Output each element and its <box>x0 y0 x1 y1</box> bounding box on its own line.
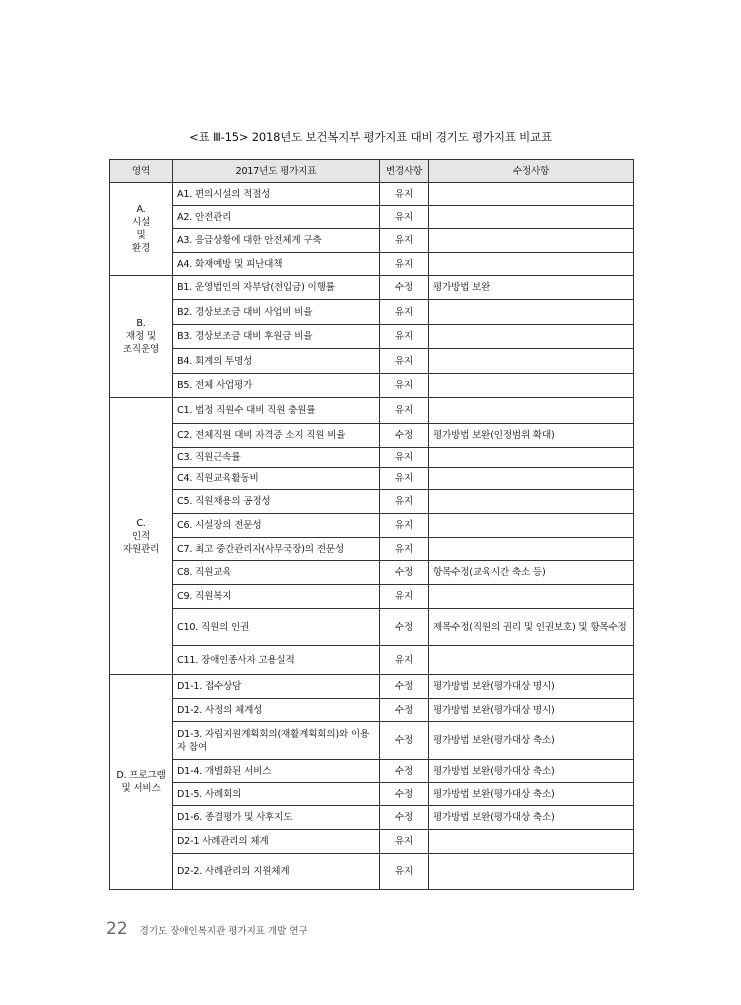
indicator-cell: C4. 직원교육활동비 <box>173 468 380 490</box>
indicator-cell: D1-2. 사정의 체계성 <box>173 699 380 722</box>
table-row <box>110 585 634 609</box>
header-indicator: 2017년도 평가지표 <box>173 160 380 183</box>
table-row <box>110 760 634 783</box>
change-cell: 유지 <box>380 585 429 609</box>
area-cell-a: A. 시설 및 환경 <box>110 183 173 276</box>
revision-cell <box>429 183 634 206</box>
indicator-cell: A1. 편의시설의 적절성 <box>173 183 380 206</box>
indicator-cell: C5. 직원채용의 공정성 <box>173 490 380 514</box>
header-change: 변경사항 <box>380 160 429 183</box>
indicator-cell: A3. 응급상황에 대한 안전체계 구축 <box>173 229 380 253</box>
table-row <box>110 398 634 424</box>
table-row <box>110 490 634 514</box>
table-row <box>110 609 634 646</box>
indicator-cell: C2. 전체직원 대비 자격증 소지 직원 비율 <box>173 424 380 448</box>
change-cell: 수정 <box>380 561 429 585</box>
change-cell: 유지 <box>380 349 429 374</box>
table-row <box>110 646 634 675</box>
indicator-cell: B5. 전체 사업평가 <box>173 374 380 398</box>
indicator-cell: D1-5. 사례회의 <box>173 783 380 806</box>
table-row <box>110 229 634 253</box>
change-cell: 유지 <box>380 830 429 854</box>
indicator-cell: D2-2. 사례관리의 지원체계 <box>173 854 380 890</box>
indicator-cell: C6. 시설장의 전문성 <box>173 514 380 538</box>
revision-cell: 항목수정(교육시간 축소 등) <box>429 561 634 585</box>
table-row <box>110 806 634 830</box>
revision-cell <box>429 490 634 514</box>
indicator-cell: D1-6. 종결평가 및 사후지도 <box>173 806 380 830</box>
page-footer <box>106 919 308 939</box>
indicator-cell: B3. 경상보조금 대비 후원금 비율 <box>173 325 380 349</box>
table-row <box>110 561 634 585</box>
revision-cell <box>429 538 634 561</box>
table-row <box>110 253 634 276</box>
indicator-cell: D1-3. 자립지원계획회의(재활계획회의)와 이용자 참여 <box>173 722 380 760</box>
revision-cell <box>429 585 634 609</box>
change-cell: 수정 <box>380 609 429 646</box>
indicator-cell: B2. 경상보조금 대비 사업비 비율 <box>173 300 380 325</box>
table-row <box>110 276 634 300</box>
header-revision: 수정사항 <box>429 160 634 183</box>
change-cell: 유지 <box>380 398 429 424</box>
revision-cell <box>429 398 634 424</box>
change-cell: 유지 <box>380 514 429 538</box>
change-cell: 수정 <box>380 760 429 783</box>
indicator-cell: C7. 최고 중간관리자(사무국장)의 전문성 <box>173 538 380 561</box>
comparison-table <box>109 159 634 890</box>
change-cell: 유지 <box>380 325 429 349</box>
change-cell: 수정 <box>380 424 429 448</box>
table-row <box>110 325 634 349</box>
table-row <box>110 514 634 538</box>
area-cell-b: B. 재정 및 조직운영 <box>110 276 173 398</box>
revision-cell <box>429 349 634 374</box>
page-number: 22 <box>106 919 128 939</box>
indicator-cell: B1. 운영법인의 자부담(전입금) 이행률 <box>173 276 380 300</box>
revision-cell <box>429 206 634 229</box>
revision-cell: 평가방법 보완(평가대상 명시) <box>429 675 634 699</box>
indicator-cell: A2. 안전관리 <box>173 206 380 229</box>
revision-cell <box>429 830 634 854</box>
indicator-cell: D1-4. 개별화된 서비스 <box>173 760 380 783</box>
table-row <box>110 300 634 325</box>
table-row <box>110 374 634 398</box>
table-row <box>110 722 634 760</box>
revision-cell: 평가방법 보완 <box>429 276 634 300</box>
revision-cell <box>429 646 634 675</box>
indicator-cell: D1-1. 접수상담 <box>173 675 380 699</box>
table-row <box>110 448 634 468</box>
change-cell: 유지 <box>380 448 429 468</box>
change-cell: 유지 <box>380 538 429 561</box>
revision-cell: 평가방법 보완(평가대상 축소) <box>429 722 634 760</box>
table-caption: <표 Ⅲ-15> 2018년도 보건복지부 평가지표 대비 경기도 평가지표 비교표 <box>189 130 552 144</box>
change-cell: 유지 <box>380 206 429 229</box>
area-cell-c: C. 인적 자원관리 <box>110 398 173 675</box>
table-row <box>110 349 634 374</box>
revision-cell: 평가방법 보완(평가대상 축소) <box>429 760 634 783</box>
indicator-cell: C10. 직원의 인권 <box>173 609 380 646</box>
table-row <box>110 830 634 854</box>
revision-cell <box>429 468 634 490</box>
revision-cell: 평가방법 보완(평가대상 명시) <box>429 699 634 722</box>
change-cell: 유지 <box>380 229 429 253</box>
revision-cell <box>429 854 634 890</box>
change-cell: 유지 <box>380 854 429 890</box>
table-row <box>110 538 634 561</box>
indicator-cell: A4. 화재예방 및 피난대책 <box>173 253 380 276</box>
footer-title: 경기도 장애인복지관 평가지표 개발 연구 <box>139 926 308 937</box>
table-row <box>110 468 634 490</box>
change-cell: 유지 <box>380 253 429 276</box>
table-row <box>110 183 634 206</box>
change-cell: 유지 <box>380 468 429 490</box>
indicator-cell: C8. 직원교육 <box>173 561 380 585</box>
indicator-cell: C9. 직원복지 <box>173 585 380 609</box>
header-area: 영역 <box>110 160 173 183</box>
revision-cell: 평가방법 보완(평가대상 축소) <box>429 806 634 830</box>
change-cell: 수정 <box>380 806 429 830</box>
revision-cell <box>429 374 634 398</box>
indicator-cell: B4. 회계의 투명성 <box>173 349 380 374</box>
change-cell: 수정 <box>380 783 429 806</box>
change-cell: 유지 <box>380 300 429 325</box>
change-cell: 유지 <box>380 490 429 514</box>
change-cell: 수정 <box>380 722 429 760</box>
revision-cell <box>429 514 634 538</box>
revision-cell <box>429 300 634 325</box>
table-row <box>110 675 634 699</box>
indicator-cell: C1. 법정 직원수 대비 직원 충원률 <box>173 398 380 424</box>
table-row <box>110 424 634 448</box>
change-cell: 유지 <box>380 374 429 398</box>
revision-cell: 평가방법 보완(인정범위 확대) <box>429 424 634 448</box>
revision-cell: 제목수정(직원의 권리 및 인권보호) 및 항목수정 <box>429 609 634 646</box>
change-cell: 유지 <box>380 646 429 675</box>
revision-cell: 평가방법 보완(평가대상 축소) <box>429 783 634 806</box>
indicator-cell: D2-1 사례관리의 체계 <box>173 830 380 854</box>
indicator-cell: C11. 장애인종사자 고용실적 <box>173 646 380 675</box>
revision-cell <box>429 253 634 276</box>
revision-cell <box>429 448 634 468</box>
change-cell: 수정 <box>380 675 429 699</box>
indicator-cell: C3. 직원근속률 <box>173 448 380 468</box>
table-row <box>110 206 634 229</box>
table-row <box>110 854 634 890</box>
change-cell: 수정 <box>380 699 429 722</box>
table-row <box>110 699 634 722</box>
area-cell-d: D. 프로그램 및 서비스 <box>110 675 173 890</box>
revision-cell <box>429 229 634 253</box>
change-cell: 유지 <box>380 183 429 206</box>
table-row <box>110 783 634 806</box>
revision-cell <box>429 325 634 349</box>
change-cell: 수정 <box>380 276 429 300</box>
table-header-row <box>110 160 634 183</box>
